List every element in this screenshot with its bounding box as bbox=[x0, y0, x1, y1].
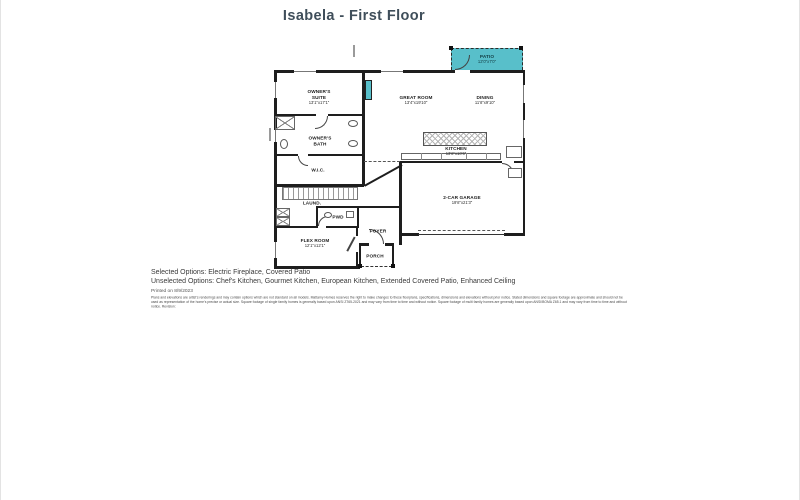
wall-pwd-bottom bbox=[326, 226, 359, 228]
counter-divider bbox=[441, 153, 442, 160]
window bbox=[294, 70, 316, 74]
porch-post bbox=[391, 264, 395, 268]
room-label-dining: DINING 11'8"x9'10" bbox=[474, 94, 496, 105]
door-opening bbox=[455, 70, 470, 73]
disclaimer-text: Plans and elevations are artist's renderings and may contain options which are not standard on all models. Mattamy Homes reserves the right to make changes to these floorplans, specifications, dimensions and elevations without prior notice. Stated dimensions and square footage are approximate and should not be used as representation of the home's precise or actual size. Square footage of single family homes is generally based upon ANSI Z765-2021 and may vary from time to time and without notice. Square footage of multi family homes are generally based upon ANSI/BOMA Z65.1 and may vary from time to time and without notice. Revision: bbox=[151, 296, 627, 309]
washer bbox=[276, 208, 290, 217]
wall-garage-bottom bbox=[399, 233, 419, 236]
flex-door bbox=[346, 237, 355, 252]
kitchen-island bbox=[423, 132, 487, 146]
wall-left bbox=[274, 70, 277, 268]
shower bbox=[275, 116, 295, 130]
dimension-mark bbox=[269, 128, 271, 141]
printed-on-text: Printed on 8/9/2023 bbox=[151, 288, 193, 294]
room-label-great-room: GREAT ROOM 13'4"x19'10" bbox=[399, 94, 433, 105]
window bbox=[522, 85, 526, 103]
wall-garage-top bbox=[514, 161, 525, 163]
room-label-porch: PORCH bbox=[366, 253, 384, 259]
window bbox=[274, 242, 278, 258]
garage-door bbox=[418, 234, 505, 235]
greatroom-foyer-dashed bbox=[364, 161, 400, 162]
wall-bath-wic bbox=[274, 154, 298, 156]
drop-zone bbox=[508, 168, 522, 178]
wall-flex-right bbox=[356, 226, 358, 236]
patio-corner-post bbox=[449, 46, 453, 50]
staircase bbox=[282, 187, 358, 200]
counter-divider bbox=[486, 153, 487, 160]
electric-fireplace bbox=[365, 80, 372, 100]
porch-wall-left bbox=[359, 244, 361, 266]
patio-corner-post bbox=[519, 46, 523, 50]
garage-door-dashed bbox=[418, 230, 505, 231]
window bbox=[381, 70, 403, 74]
room-label-kitchen: KITCHEN 13'8"x10'6" bbox=[445, 145, 467, 156]
toilet bbox=[324, 212, 332, 218]
page-title: Isabela - First Floor bbox=[282, 8, 426, 24]
porch-edge-dashed bbox=[361, 266, 392, 267]
porch-wall-right bbox=[392, 244, 394, 266]
room-label-wic: W.I.C. bbox=[311, 167, 325, 173]
wall-garage-bottom bbox=[504, 233, 525, 236]
dimension-mark bbox=[353, 45, 355, 57]
window bbox=[522, 120, 526, 138]
room-label-powder: PWD bbox=[332, 214, 344, 220]
room-label-garage: 2-CAR GARAGE 19'8"x21'3" bbox=[443, 194, 481, 205]
floorplan-drawing bbox=[256, 40, 536, 280]
wall-foyer-angled bbox=[364, 164, 403, 187]
room-label-patio: PATIO 12'0"x7'0" bbox=[477, 53, 497, 64]
porch-post bbox=[358, 264, 362, 268]
bath-sink bbox=[348, 120, 358, 127]
bath-sink bbox=[348, 140, 358, 147]
unselected-options-text: Unselected Options: Chef's Kitchen, Gourmet Kitchen, European Kitchen, Extended Covered Patio, Enhanced Ceiling bbox=[151, 278, 516, 285]
room-label-owners-bath: OWNER'S BATH bbox=[308, 135, 332, 147]
bath-toilet bbox=[280, 139, 288, 149]
wall-suite-bath bbox=[328, 114, 364, 116]
window bbox=[274, 82, 278, 98]
wall-flex-top bbox=[274, 226, 318, 228]
wall-garage-top bbox=[399, 161, 502, 163]
selected-options-text: Selected Options: Electric Fireplace, Covered Patio bbox=[151, 269, 311, 276]
room-label-laundry: LAUND. bbox=[302, 200, 322, 206]
room-label-flex: FLEX ROOM 12'1"x12'1" bbox=[300, 237, 330, 248]
wall-pwd-right bbox=[357, 206, 359, 228]
suite-door-arc bbox=[315, 116, 328, 129]
sink bbox=[346, 211, 354, 218]
room-label-owners-suite: OWNER'S SUITE 13'1"x17'1" bbox=[307, 88, 331, 105]
pantry bbox=[506, 146, 522, 158]
wall-foyer-garage bbox=[399, 161, 402, 245]
counter-divider bbox=[421, 153, 422, 160]
wic-door-arc bbox=[298, 156, 308, 166]
window bbox=[274, 130, 278, 142]
wall-bath-wic bbox=[308, 154, 364, 156]
dryer bbox=[276, 217, 290, 226]
room-label-foyer: FOYER bbox=[369, 228, 387, 234]
